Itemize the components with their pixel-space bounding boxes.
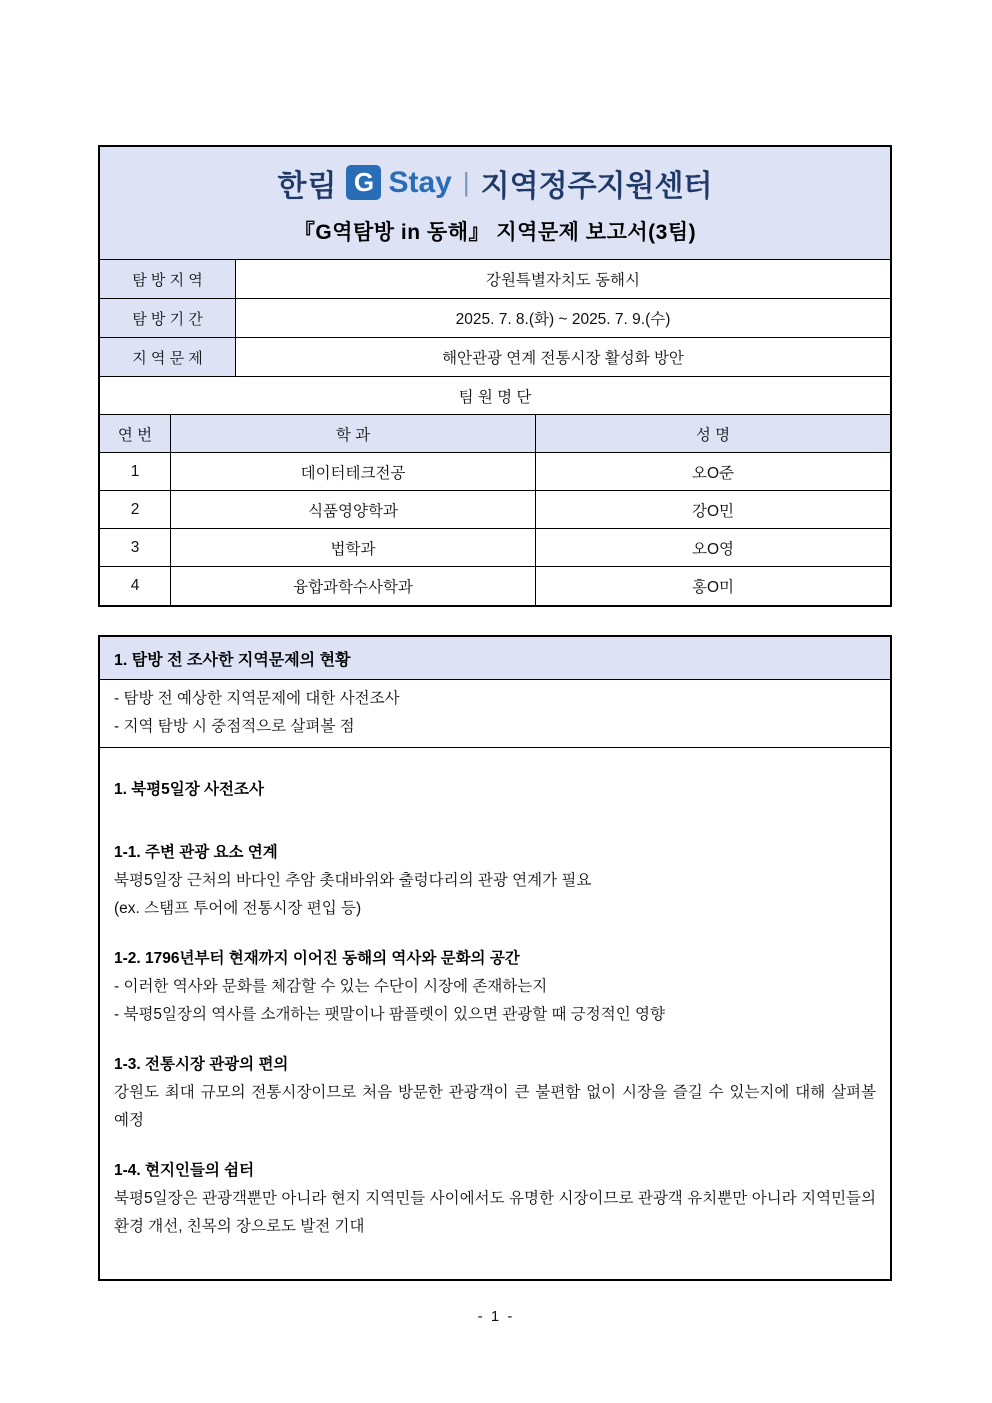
info-label-period: 탐 방 기 간	[100, 299, 236, 337]
section1-box	[98, 635, 892, 1281]
team-row-dept: 융합과학수사학과	[171, 567, 536, 605]
info-row-region	[100, 260, 890, 299]
section1-title: 1. 탐방 전 조사한 지역문제의 현황	[100, 637, 890, 680]
logo-hanlim-text: 한림	[277, 169, 338, 203]
team-row-name: 홍O미	[691, 579, 734, 596]
team-row-dept: 식품영양학과	[171, 491, 536, 528]
paragraph-heading: 1-3. 전통시장 관광의 편의	[114, 1056, 289, 1073]
team-row-4	[100, 567, 890, 605]
team-row-name: 오O영	[691, 540, 734, 558]
report-title-block	[100, 147, 890, 260]
paragraph-line: 강원도 최대 규모의 전통시장이므로 처음 방문한 관광객이 큰 불편함 없이 시장을 즐길 수 있는지에 대해 살펴볼 예정	[114, 1084, 876, 1129]
info-label-problem: 지 역 문 제	[100, 338, 236, 376]
info-row-problem	[100, 338, 890, 377]
paragraph-line: - 북평5일장의 역사를 소개하는 팻말이나 팜플렛이 있으면 관광할 때 긍정적인 영향	[114, 1006, 665, 1023]
team-row-3	[100, 529, 890, 567]
paragraph-line: 북평5일장은 관광객뿐만 아니라 현지 지역민들 사이에서도 유명한 시장이므로 관광객 유치뿐만 아니라 지역민들의 환경 개선, 친목의 장으로도 발전 기대	[114, 1190, 876, 1235]
section1-guides	[100, 680, 890, 748]
info-row-period	[100, 299, 890, 338]
logo-center-name: 지역정주지원센터	[480, 169, 713, 203]
page-number: - 1 -	[477, 1308, 515, 1325]
paragraph-line: - 이러한 역사와 문화를 체감할 수 있는 수단이 시장에 존재하는지	[114, 978, 548, 995]
team-row-dept: 데이터테크전공	[171, 453, 536, 490]
paragraph-heading: 1. 북평5일장 사전조사	[114, 781, 264, 798]
report-header-table	[98, 145, 892, 607]
paragraph-heading: 1-2. 1796년부터 현재까지 이어진 동해의 역사와 문화의 공간	[114, 950, 520, 967]
section1-body	[100, 748, 890, 1279]
team-row-dept: 법학과	[171, 529, 536, 566]
team-table-header	[100, 415, 890, 453]
paragraph-line: 북평5일장 근처의 바다인 추암 촛대바위와 출렁다리의 관광 연계가 필요	[114, 872, 592, 889]
logo-separator: |	[462, 167, 470, 197]
org-logo	[278, 161, 713, 205]
body-paragraph-1-4	[114, 1157, 876, 1241]
paragraph-heading: 1-4. 현지인들의 쉼터	[114, 1162, 255, 1179]
team-row-1	[100, 453, 890, 491]
team-row-no: 1	[100, 453, 171, 490]
logo-stay-text: Stay	[388, 165, 452, 199]
guide-line: - 지역 탐방 시 중점적으로 살펴볼 점	[114, 718, 355, 735]
team-row-no: 3	[100, 529, 171, 566]
body-paragraph-1	[114, 776, 876, 804]
info-value-period: 2025. 7. 8.(화) ~ 2025. 7. 9.(수)	[236, 299, 890, 337]
team-row-no: 2	[100, 491, 171, 528]
paragraph-heading: 1-1. 주변 관광 요소 연계	[114, 844, 278, 861]
info-value-region: 강원특별자치도 동해시	[236, 260, 890, 298]
team-row-no: 4	[100, 567, 171, 605]
team-row-2	[100, 491, 890, 529]
team-row-name: 강O민	[691, 502, 734, 520]
info-label-region: 탐 방 지 역	[100, 260, 236, 298]
team-header-no: 연 번	[100, 415, 171, 452]
guide-line: - 탐방 전 예상한 지역문제에 대한 사전조사	[114, 690, 400, 707]
team-header-dept: 학 과	[171, 415, 536, 452]
team-roster-title: 팀 원 명 단	[100, 377, 890, 415]
team-row-name: 오O준	[691, 464, 734, 482]
body-paragraph-1-3	[114, 1051, 876, 1135]
paragraph-line: (ex. 스탬프 투어에 전통시장 편입 등)	[114, 900, 362, 917]
info-value-problem: 해안관광 연계 전통시장 활성화 방안	[236, 338, 890, 376]
body-paragraph-1-2	[114, 945, 876, 1029]
logo-g-badge-icon: G	[346, 165, 381, 200]
body-paragraph-1-1	[114, 839, 876, 923]
report-title: 『G역탐방 in 동해』 지역문제 보고서(3팀)	[293, 220, 697, 244]
team-header-name: 성 명	[695, 426, 731, 444]
